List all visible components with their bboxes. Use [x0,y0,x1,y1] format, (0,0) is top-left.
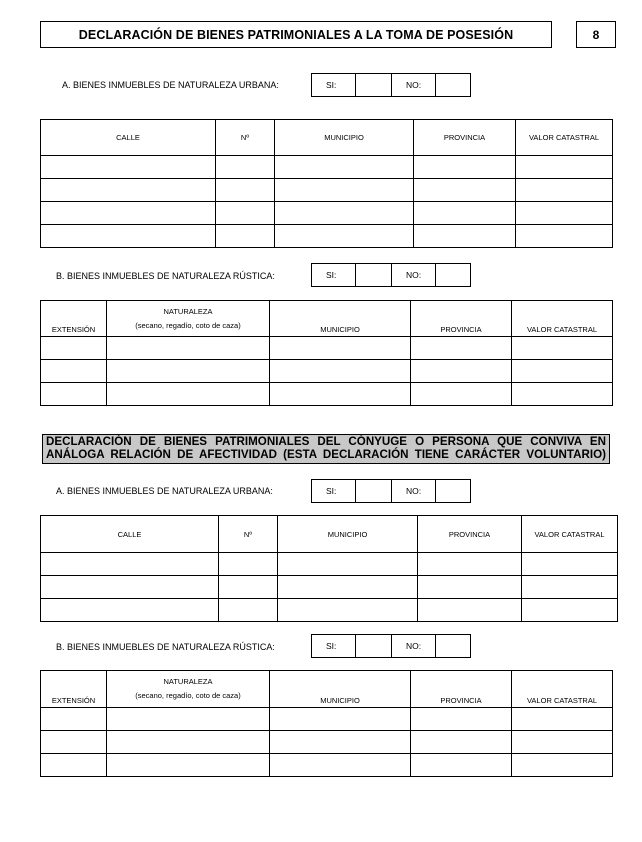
table-row [41,599,618,622]
table-cell[interactable] [512,337,613,360]
urban-property-table [40,119,613,248]
table-cell[interactable] [270,708,411,731]
table-cell[interactable] [275,225,414,248]
rustic-property-table [40,300,613,406]
table-cell[interactable] [41,576,219,599]
naturaleza-title: NATURALEZA [163,306,213,316]
no-label: NO: [392,635,436,657]
table-cell[interactable] [411,731,512,754]
column-header-extension: EXTENSIÓN [41,671,107,708]
column-header-municipio: MUNICIPIO [270,671,411,708]
column-header-valor-catastral: VALOR CATASTRAL [516,120,613,156]
table-cell[interactable] [219,553,278,576]
yes-checkbox[interactable] [356,480,392,502]
table-cell[interactable] [107,360,270,383]
column-header-extension: EXTENSIÓN [41,301,107,337]
column-header-numero: Nº [219,516,278,553]
page-number-text: 8 [592,27,600,42]
column-header-valor-catastral: VALOR CATASTRAL [512,671,613,708]
table-cell[interactable] [414,179,516,202]
spouse-declaration-title [42,434,610,464]
document-title-text: DECLARACIÓN DE BIENES PATRIMONIALES A LA TOMA DE POSESIÓN [78,27,514,42]
table-cell[interactable] [418,576,522,599]
table-cell[interactable] [270,337,411,360]
spouse-rustic-property-table [40,670,613,777]
table-cell[interactable] [216,156,275,179]
spouse-rustic-property-label: B. BIENES INMUEBLES DE NATURALEZA RÚSTICA: [56,642,275,652]
spouse-rustic-yes-no-box [311,634,471,658]
table-header-row [41,671,613,708]
table-cell[interactable] [516,202,613,225]
page-number [576,21,616,48]
table-cell[interactable] [41,360,107,383]
table-cell[interactable] [107,731,270,754]
table-cell[interactable] [275,156,414,179]
naturaleza-title: NATURALEZA [163,677,213,686]
table-row [41,360,613,383]
yes-checkbox[interactable] [356,264,392,286]
table-cell[interactable] [414,225,516,248]
table-cell[interactable] [522,553,618,576]
table-cell[interactable] [516,156,613,179]
spouse-title-line-1: DECLARACIÓN DE BIENES PATRIMONIALES DEL CÓNYUGE O PERSONA QUE CONVIVA EN [46,435,606,448]
table-cell[interactable] [278,553,418,576]
table-cell[interactable] [275,179,414,202]
naturaleza-subtitle: (secano, regadío, coto de caza) [135,691,241,700]
table-cell[interactable] [512,708,613,731]
table-cell[interactable] [270,383,411,406]
table-cell[interactable] [216,179,275,202]
table-cell[interactable] [41,708,107,731]
no-label: NO: [392,264,436,286]
table-cell[interactable] [107,337,270,360]
table-cell[interactable] [41,156,216,179]
table-cell[interactable] [512,383,613,406]
table-cell[interactable] [107,754,270,777]
table-row [41,156,613,179]
table-cell[interactable] [411,383,512,406]
column-header-municipio: MUNICIPIO [275,120,414,156]
naturaleza-subtitle: (secano, regadío, coto de caza) [135,320,241,330]
column-header-provincia: PROVINCIA [418,516,522,553]
table-cell[interactable] [278,599,418,622]
no-checkbox[interactable] [436,74,470,96]
table-cell[interactable] [522,599,618,622]
column-header-municipio: MUNICIPIO [278,516,418,553]
table-cell[interactable] [278,576,418,599]
table-cell[interactable] [41,202,216,225]
table-row [41,179,613,202]
table-cell[interactable] [411,708,512,731]
table-cell[interactable] [270,360,411,383]
table-cell[interactable] [41,179,216,202]
table-cell[interactable] [418,599,522,622]
spouse-urban-yes-no-box [311,479,471,503]
table-cell[interactable] [512,731,613,754]
column-header-calle: CALLE [41,516,219,553]
no-checkbox[interactable] [436,264,470,286]
table-row [41,576,618,599]
table-row [41,731,613,754]
table-row [41,754,613,777]
column-header-municipio: MUNICIPIO [270,301,411,337]
table-header-row [41,516,618,553]
table-cell[interactable] [41,599,219,622]
table-cell[interactable] [41,731,107,754]
table-cell[interactable] [216,202,275,225]
document-title [40,21,552,48]
table-cell[interactable] [275,202,414,225]
no-label: NO: [392,480,436,502]
column-header-provincia: PROVINCIA [414,120,516,156]
column-header-naturaleza [107,301,270,337]
table-row [41,225,613,248]
table-cell[interactable] [41,754,107,777]
table-cell[interactable] [219,576,278,599]
table-cell[interactable] [411,360,512,383]
no-label: NO: [392,74,436,96]
spouse-urban-property-table [40,515,618,622]
table-row [41,202,613,225]
column-header-provincia: PROVINCIA [411,301,512,337]
column-header-calle: CALLE [41,120,216,156]
table-cell[interactable] [107,383,270,406]
no-checkbox[interactable] [436,635,470,657]
yes-checkbox[interactable] [356,74,392,96]
table-cell[interactable] [414,156,516,179]
table-cell[interactable] [512,360,613,383]
table-cell[interactable] [107,708,270,731]
table-cell[interactable] [270,754,411,777]
rustic-yes-no-box [311,263,471,287]
table-cell[interactable] [418,553,522,576]
no-checkbox[interactable] [436,480,470,502]
column-header-naturaleza [107,671,270,708]
yes-label: SI: [312,635,356,657]
yes-label: SI: [312,74,356,96]
spouse-title-line-2: ANÁLOGA RELACIÓN DE AFECTIVIDAD (ESTA DECLARACIÓN TIENE CARÁCTER VOLUNTARIO) [46,448,606,461]
table-cell[interactable] [516,225,613,248]
yes-label: SI: [312,480,356,502]
column-header-numero: Nº [216,120,275,156]
table-header-row [41,120,613,156]
table-cell[interactable] [522,576,618,599]
table-cell[interactable] [219,599,278,622]
column-header-valor-catastral: VALOR CATASTRAL [522,516,618,553]
table-row [41,553,618,576]
column-header-provincia: PROVINCIA [411,671,512,708]
urban-yes-no-box [311,73,471,97]
spouse-urban-property-label: A. BIENES INMUEBLES DE NATURALEZA URBANA: [56,486,273,496]
table-cell[interactable] [41,225,216,248]
table-row [41,708,613,731]
column-header-valor-catastral: VALOR CATASTRAL [512,301,613,337]
table-cell[interactable] [512,754,613,777]
yes-checkbox[interactable] [356,635,392,657]
yes-label: SI: [312,264,356,286]
urban-property-label: A. BIENES INMUEBLES DE NATURALEZA URBANA: [62,80,279,90]
table-cell[interactable] [41,553,219,576]
table-cell[interactable] [216,225,275,248]
table-cell[interactable] [414,202,516,225]
table-header-row [41,301,613,337]
table-cell[interactable] [516,179,613,202]
table-row [41,383,613,406]
table-cell[interactable] [270,731,411,754]
table-cell[interactable] [411,754,512,777]
table-row [41,337,613,360]
table-cell[interactable] [41,383,107,406]
rustic-property-label: B. BIENES INMUEBLES DE NATURALEZA RÚSTICA: [56,271,275,281]
table-cell[interactable] [411,337,512,360]
table-cell[interactable] [41,337,107,360]
